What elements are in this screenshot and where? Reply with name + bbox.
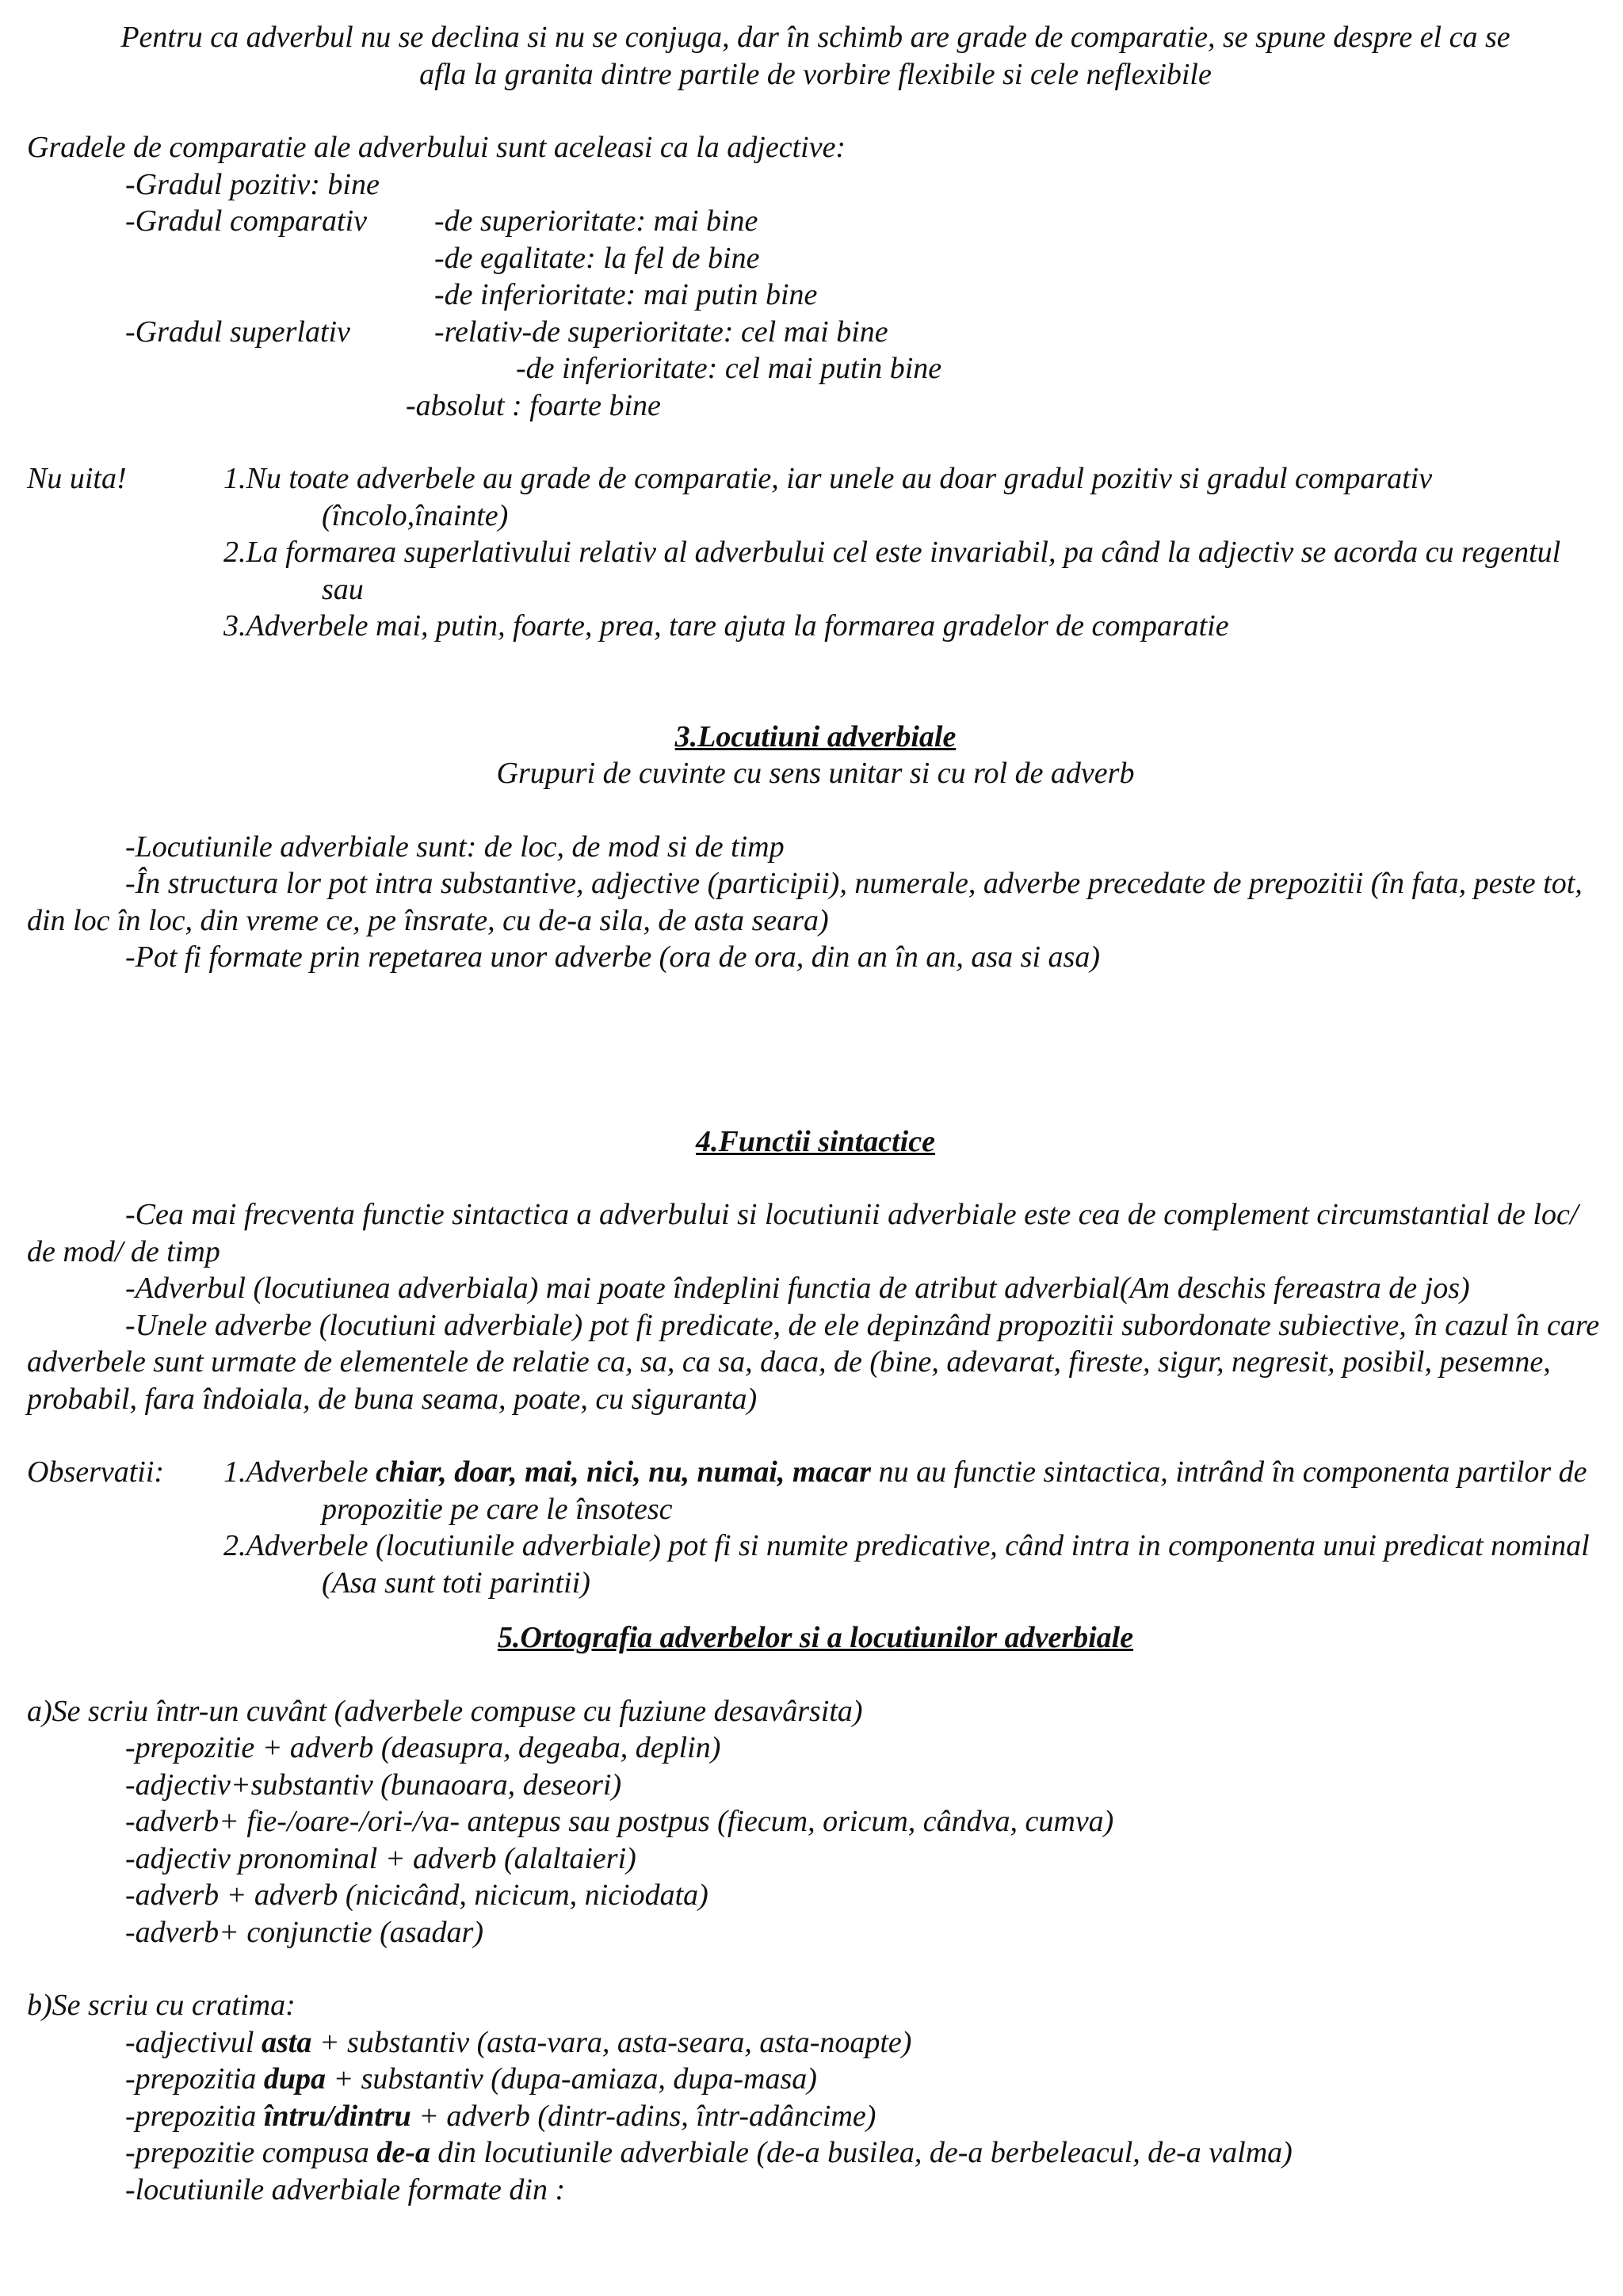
section-5-b-item xyxy=(27,2098,1604,2135)
grade-superlativ-absolut: -absolut : foarte bine xyxy=(406,388,661,422)
observatie-item xyxy=(223,1454,1604,1527)
section-5-b-title: b)Se scriu cu cratima: xyxy=(27,1989,296,2022)
section-3-item: -În structura lor pot intra substantive, adjective (participii), numerale, adverbe precedate de prepozitii (în fata, peste tot, din loc în loc, din vreme ce, pe însrate, cu de-a sila, de asta seara) xyxy=(27,867,1583,937)
section-3-item: -Locutiunile adverbiale sunt: de loc, de mod si de timp xyxy=(125,830,785,864)
section-5-a-title: a)Se scriu într-un cuvânt (adverbele compuse cu fuziune desavârsita) xyxy=(27,1694,863,1728)
observatii-block xyxy=(27,1454,1604,1601)
nu-uita-label: Nu uita! xyxy=(27,462,127,495)
section-4-heading: 4.Functii sintactice xyxy=(696,1124,935,1158)
section-5-a-item: -adjectiv+substantiv (bunaoara, deseori) xyxy=(125,1768,622,1802)
grade-comparativ-block xyxy=(27,203,1604,314)
section-5-a-item: -adverb + adverb (nicicând, nicicum, niciodata) xyxy=(125,1878,708,1912)
section-4-item: -Cea mai frecventa functie sintactica a adverbului si locutiunii adverbiale este cea de complement circumstantial de loc/ de mod/ de timp xyxy=(27,1198,1579,1268)
section-5-a-item: -adjectiv pronominal + adverb (alaltaieri) xyxy=(125,1841,636,1875)
section-4-item: -Unele adverbe (locutiuni adverbiale) pot fi predicate, de ele depinzând propozitii subordonate subiective, în cazul în care adverbele sunt urmate de elementele de relatie ca, sa, ca sa, daca, de (bine, adevarat, fireste, sigur, negresit, posibil, pesemne, probabil, fara îndoiala, de buna seama, poate, cu siguranta) xyxy=(27,1308,1600,1416)
b-item-bold: asta xyxy=(261,2025,312,2059)
observatii-list xyxy=(223,1454,1604,1601)
grade-title: Gradele de comparatie ale adverbului sunt aceleasi ca la adjective: xyxy=(27,131,846,164)
grade-comparativ-item: -de inferioritate: mai putin bine xyxy=(434,278,818,311)
grade-superlativ-inferioritate: -de inferioritate: cel mai putin bine xyxy=(516,352,942,385)
grade-superlativ-block xyxy=(27,314,1604,351)
intro-line-1: Pentru ca adverbul nu se declina si nu se conjuga, dar în schimb are grade de comparatie, se spune despre el ca se xyxy=(120,21,1510,54)
section-5-b-item xyxy=(27,2134,1604,2172)
section-4-item: -Adverbul (locutiunea adverbiala) mai poate îndeplini functia de atribut adverbial(Am deschis fereastra de jos) xyxy=(125,1272,1470,1305)
nu-uita-block xyxy=(27,460,1604,645)
b-item-text: -prepozitia xyxy=(125,2099,264,2133)
section-3-subtitle: Grupuri de cuvinte cu sens unitar si cu rol de adverb xyxy=(496,757,1135,790)
b-item-text: -prepozitia xyxy=(125,2062,264,2096)
nu-uita-item: 3.Adverbele mai, putin, foarte, prea, tare ajuta la formarea gradelor de comparatie xyxy=(223,609,1229,643)
grade-comparativ-item: -de superioritate: mai bine xyxy=(434,204,758,238)
b-item-text: -prepozitie compusa xyxy=(125,2136,377,2169)
b-item-bold: dupa xyxy=(263,2062,326,2096)
section-5-b-item xyxy=(27,2024,1604,2061)
observatie-bold: chiar, doar, mai, nici, nu, numai, macar xyxy=(376,1455,872,1489)
section-5-a-item: -adverb+ conjunctie (asadar) xyxy=(125,1915,483,1949)
b-item-text: din locutiunile adverbiale (de-a busilea, de-a berbeleacul, de-a valma) xyxy=(430,2136,1293,2169)
grade-superlativ-label: -Gradul superlativ xyxy=(125,315,350,349)
section-3-heading: 3.Locutiuni adverbiale xyxy=(674,719,957,753)
section-5-heading: 5.Ortografia adverbelor si a locutiunilor adverbiale xyxy=(497,1621,1134,1654)
document-page xyxy=(27,19,1604,2208)
observatii-label: Observatii: xyxy=(27,1455,165,1489)
b-item-text: -adjectivul xyxy=(125,2025,262,2059)
b-item-text: + substantiv (dupa-amiaza, dupa-masa) xyxy=(326,2062,817,2096)
observatie-text: 1.Adverbele xyxy=(223,1455,376,1489)
grade-comparativ-list xyxy=(434,203,817,314)
grade-comparativ-label: -Gradul comparativ xyxy=(125,204,368,238)
section-5-b-item: -locutiunile adverbiale formate din : xyxy=(125,2172,566,2206)
b-item-bold: de-a xyxy=(376,2136,430,2169)
grade-pozitiv: -Gradul pozitiv: bine xyxy=(125,167,380,201)
b-item-text: + substantiv (asta-vara, asta-seara, asta-noapte) xyxy=(311,2025,912,2059)
nu-uita-list xyxy=(223,460,1604,645)
intro-line-2: afla la granita dintre partile de vorbire flexibile si cele neflexibile xyxy=(419,57,1212,91)
section-5-a-item: -adverb+ fie-/oare-/ori-/va- antepus sau postpus (fiecum, oricum, cândva, cumva) xyxy=(125,1805,1114,1838)
b-item-bold: întru/dintru xyxy=(263,2099,411,2133)
b-item-text: + adverb (dintr-adins, într-adâncime) xyxy=(411,2099,876,2133)
grade-comparativ-item: -de egalitate: la fel de bine xyxy=(434,241,760,275)
nu-uita-item: 2.La formarea superlativului relativ al adverbului cel este invariabil, pa când la adjectiv se acorda cu regentul sau xyxy=(223,536,1561,606)
observatie-item: 2.Adverbele (locutiunile adverbiale) pot fi si numite predicative, când intra in componenta unui predicat nominal (Asa sunt toti parintii) xyxy=(223,1529,1590,1600)
section-5-b-item xyxy=(27,2061,1604,2098)
section-5-a-item: -prepozitie + adverb (deasupra, degeaba, deplin) xyxy=(125,1731,721,1764)
grade-superlativ-relativ: -relativ-de superioritate: cel mai bine xyxy=(434,315,888,349)
observatie-text: nu au functie sintactica, intrând în componenta partilor de propozitie pe care le însotesc xyxy=(322,1455,1587,1526)
section-3-item: -Pot fi formate prin repetarea unor adverbe (ora de ora, din an în an, asa si asa) xyxy=(125,940,1100,974)
nu-uita-item: 1.Nu toate adverbele au grade de comparatie, iar unele au doar gradul pozitiv si gradul comparativ (încolo,înainte) xyxy=(223,462,1433,532)
